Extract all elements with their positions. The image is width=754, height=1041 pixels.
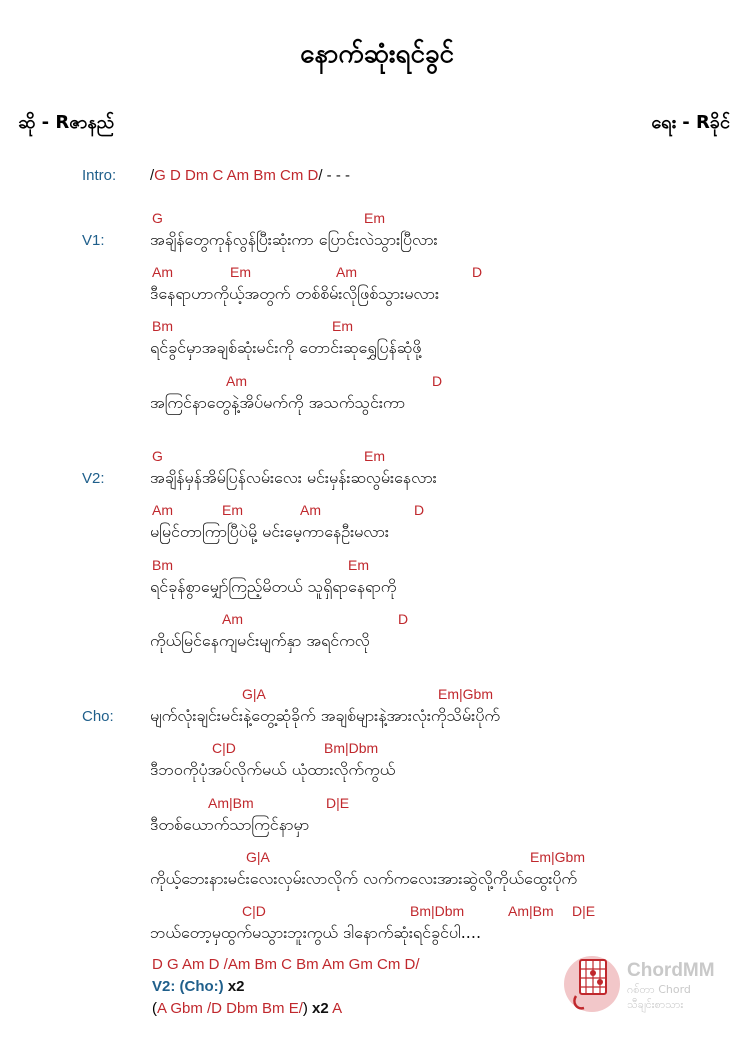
chord: G	[152, 210, 163, 226]
chord: Am	[336, 264, 357, 280]
lyric-line: အကြင်နာတွေနဲ့အိပ်မက်ကို အသက်သွင်းကာ	[150, 393, 406, 412]
singer-credit: ဆို - Rဇာနည်	[18, 112, 115, 133]
chord: Em	[230, 264, 251, 280]
lyric-line: အချိန်မှန်အိမ်ပြန်လမ်းလေး မင်းမှန်းဆလွမ်းနေလား	[150, 468, 437, 487]
chorus-ref: (Cho:)	[179, 978, 224, 995]
lyric-line: ကိုယ်မြင်နေကျမင်းမျက်နှာ အရင်ကလို	[150, 631, 370, 650]
lyric-line: အချိန်တွေကုန်လွန်ပြီးဆုံးကာ ပြောင်းလဲသွားပြီလား	[150, 230, 438, 249]
chord: D	[472, 264, 483, 280]
chord: Am	[222, 611, 243, 627]
lyric-line: ရင်ခုန်စွာမျှော်ကြည့်မိတယ် သူရှိရာနေရာကို	[150, 577, 397, 596]
logo-name: ChordMM	[627, 960, 715, 981]
chord: Em|Gbm	[530, 849, 585, 865]
chord: Em|Gbm	[438, 686, 493, 702]
repeat-instruction	[152, 978, 245, 995]
chord: D|E	[326, 795, 350, 811]
lyric-line: မမြင်တာကြာပြီပဲမို့ မင်းမေ့ကာနေဦးမလား	[150, 522, 389, 541]
lyric-line: ဒီတစ်ယောက်သာကြင်နာမှာ	[150, 815, 310, 834]
intro-prefix: /	[150, 167, 155, 184]
v2-ref: V2:	[152, 978, 176, 995]
chord: Am|Bm	[508, 903, 554, 919]
verse1-label: V1:	[82, 232, 105, 249]
intro-chords: G D Dm C Am Bm Cm D	[154, 167, 319, 184]
repeat-count: x2	[227, 978, 245, 995]
chorus-label: Cho:	[82, 708, 114, 725]
final-chord: A	[332, 1000, 343, 1017]
chord: C|D	[242, 903, 266, 919]
lyric-line: ဒီဘဝကိုပုံအပ်လိုက်မယ် ယုံထားလိုက်ကွယ်	[150, 760, 396, 779]
chord: Bm	[152, 318, 173, 334]
chord: D|E	[572, 903, 596, 919]
chord: Am	[152, 502, 173, 518]
chord: G|A	[242, 686, 266, 702]
logo-tagline2: သီချင်းစာသား	[627, 998, 684, 1011]
writer-credit: ရေး - Rခိုင်	[651, 112, 730, 133]
chord: Bm|Dbm	[410, 903, 465, 919]
lyric-line: ဒီနေရာဟာကိုယ့်အတွက် တစ်စိမ်းလိုဖြစ်သွားမလား	[150, 284, 440, 303]
chord: G	[152, 448, 163, 464]
song-title: နောက်ဆုံးရင်ခွင်	[300, 39, 454, 69]
intro-suffix: / - - -	[318, 167, 350, 184]
intro-label: Intro:	[82, 167, 117, 184]
chord: D	[432, 373, 443, 389]
guitar-chord-logo-icon	[562, 950, 622, 1016]
verse2-label: V2:	[82, 470, 105, 487]
ending-progression	[152, 1000, 342, 1017]
chord: Em	[222, 502, 243, 518]
chord: Am|Bm	[208, 795, 254, 811]
intro-progression	[150, 167, 350, 184]
chord: Am	[152, 264, 173, 280]
ending-repeat: x2	[312, 1000, 329, 1017]
lyric-line: မျက်လုံးချင်းမင်းနဲ့တွေ့ဆုံခိုက် အချစ်များနဲ့အားလုံးကိုသိမ်းပိုက်	[150, 706, 501, 725]
chord: D	[414, 502, 425, 518]
chord: Bm	[152, 557, 173, 573]
chord: Em	[348, 557, 369, 573]
logo-tagline1: ဂစ်တာ Chord	[627, 983, 691, 996]
chord: G|A	[246, 849, 270, 865]
chord: Am	[226, 373, 247, 389]
chord: Em	[364, 210, 385, 226]
lyric-line: ကိုယ့်ဘေးနားမင်းလေးလှမ်းလာလိုက် လက်ကလေးအားဆွဲလို့ကိုယ်ထွေးပိုက်	[150, 869, 578, 888]
lyric-line: ဘယ်တော့မှထွက်မသွားဘူးကွယ် ဒါနောက်ဆုံးရင်ခွင်ပါ....	[150, 923, 482, 942]
outro-progression: D G Am D /Am Bm C Bm Am Gm Cm D/	[152, 956, 420, 973]
lyric-line: ရင်ခွင်မှာအချစ်ဆုံးမင်းကို တောင်းဆုရွှေပြန်ဆုံဖို့	[150, 338, 422, 357]
ending-chords: A Gbm /D Dbm Bm E/	[157, 1000, 303, 1017]
chord: C|D	[212, 740, 236, 756]
paren-close: )	[302, 1000, 308, 1017]
chord: Am	[300, 502, 321, 518]
chord: Em	[332, 318, 353, 334]
paren-open: (	[152, 1000, 157, 1017]
chord: D	[398, 611, 409, 627]
chord: Bm|Dbm	[324, 740, 379, 756]
chord: Em	[364, 448, 385, 464]
